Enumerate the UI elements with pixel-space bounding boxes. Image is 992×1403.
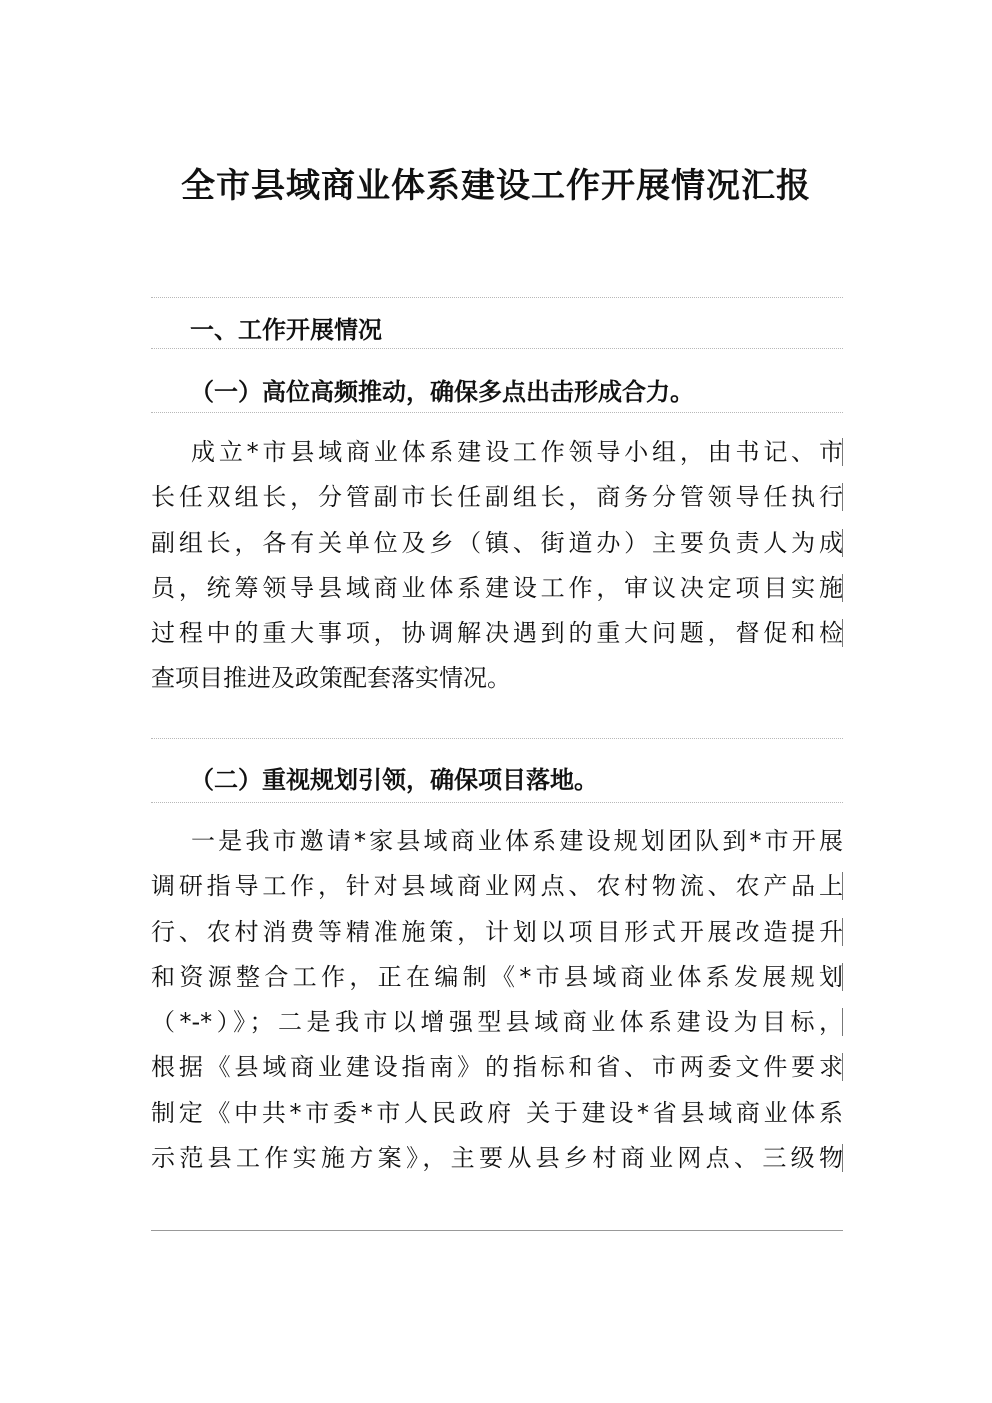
paragraph-line: 制定《中共*市委*市人民政府 关于建设*省县域商业体系 — [151, 1098, 843, 1127]
paragraph-line: 员，统筹领导县域商业体系建设工作，审议决定项目实施 — [151, 566, 843, 611]
paragraph-line: 和资源整合工作，正在编制《*市县域商业体系发展规划 — [151, 955, 843, 1000]
paragraph-line: 根据《县域商业建设指南》的指标和省、市两委文件要求 — [151, 1045, 843, 1090]
subsection-heading-1: （一）高位高频推动，确保多点出击形成合力。 — [190, 378, 694, 406]
divider — [151, 348, 843, 349]
paragraph-line: 调研指导工作，针对县域商业网点、农村物流、农产品上 — [151, 864, 843, 909]
paragraph-line: 查项目推进及政策配套落实情况。 — [151, 664, 511, 693]
paragraph-line: 副组长，各有关单位及乡（镇、街道办）主要负责人为成 — [151, 521, 843, 566]
subsection-heading-2: （二）重视规划引领，确保项目落地。 — [190, 766, 598, 794]
paragraph-line: 过程中的重大事项，协调解决遇到的重大问题，督促和检 — [151, 611, 843, 656]
divider — [151, 1230, 843, 1231]
paragraph-2 — [151, 819, 843, 1181]
divider — [151, 412, 843, 413]
paragraph-line: 行、农村消费等精准施策，计划以项目形式开展改造提升 — [151, 910, 843, 955]
paragraph-line: 长任双组长，分管副市长任副组长，商务分管领导任执行 — [151, 475, 843, 520]
paragraph-line: 示范县工作实施方案》，主要从县乡村商业网点、三级物 — [151, 1136, 843, 1181]
paragraph-line: 一是我市邀请*家县域商业体系建设规划团队到*市开展 — [191, 827, 843, 855]
paragraph-line: （*-*）》；二是我市以增强型县域商业体系建设为目标， — [151, 1000, 843, 1045]
document-title: 全市县域商业体系建设工作开展情况汇报 — [181, 166, 811, 206]
section-heading-1: 一、工作开展情况 — [190, 316, 382, 344]
paragraph-1 — [151, 430, 843, 702]
divider — [151, 738, 843, 739]
divider — [151, 802, 843, 803]
paragraph-line: 成立*市县域商业体系建设工作领导小组，由书记、市 — [151, 430, 843, 475]
divider — [151, 297, 843, 298]
